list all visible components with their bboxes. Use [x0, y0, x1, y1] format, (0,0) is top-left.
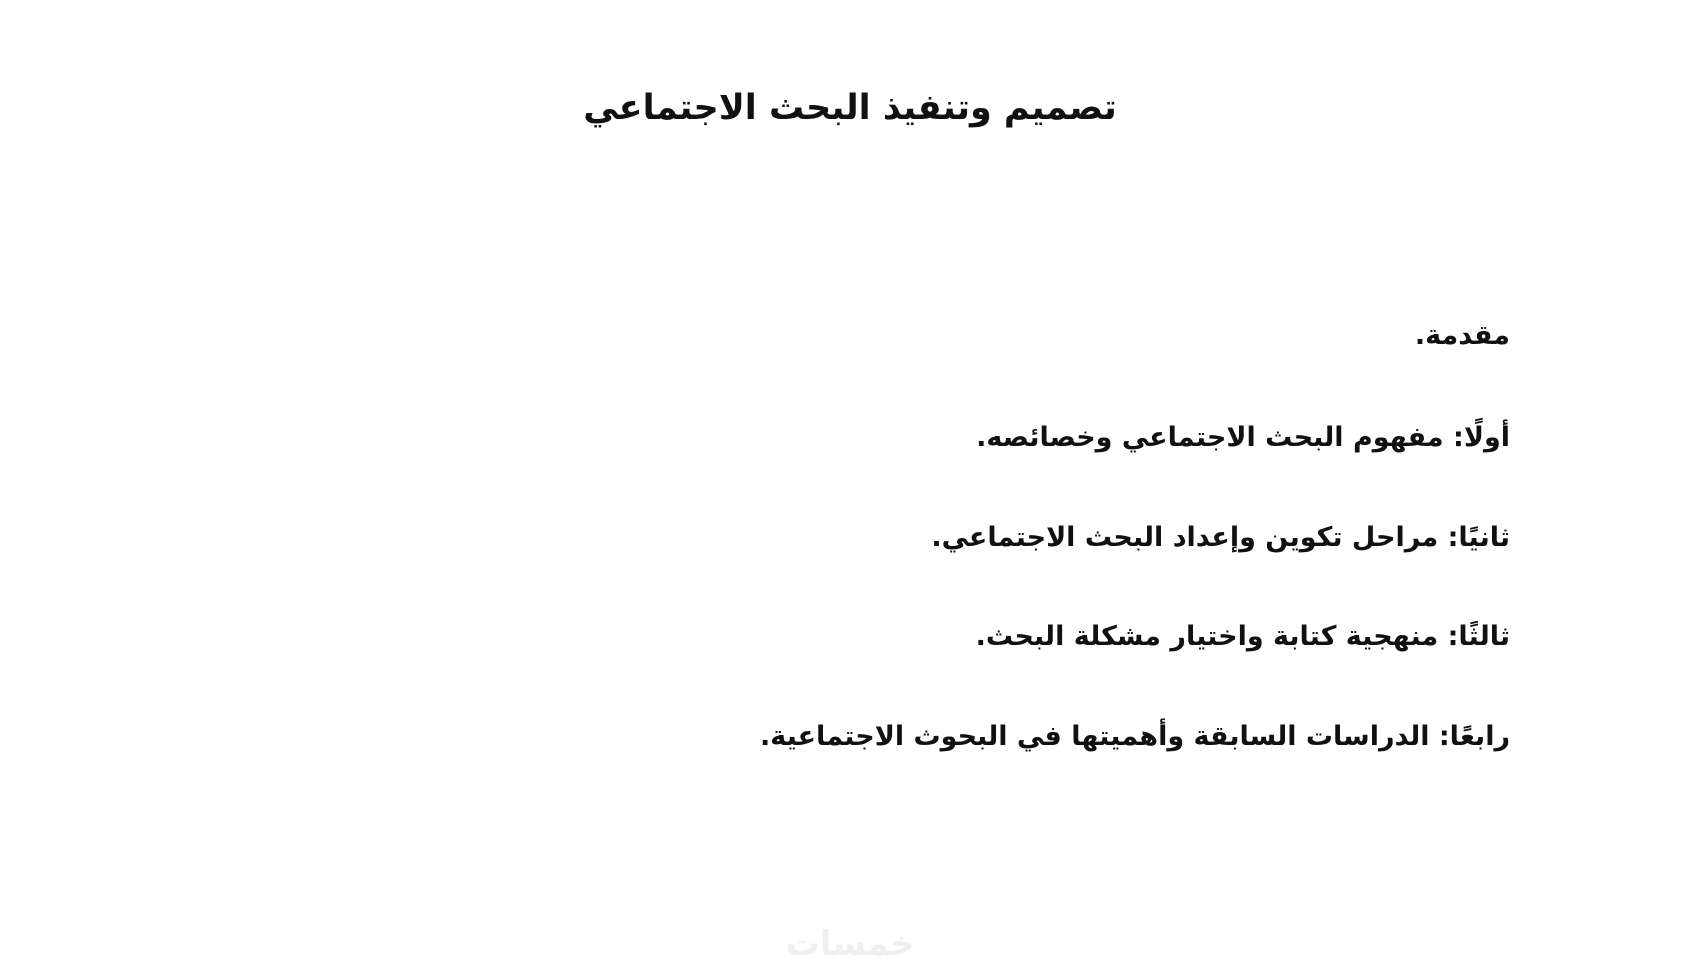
toc-item-third: ثالثًا: منهجية كتابة واختيار مشكلة البحث. [975, 621, 1510, 653]
toc-item-fourth: رابعًا: الدراسات السابقة وأهميتها في البحوث الاجتماعية. [759, 720, 1510, 752]
toc-item-second: ثانيًا: مراحل تكوين وإعداد البحث الاجتماعي. [931, 521, 1510, 553]
watermark-text: خمسات [785, 924, 915, 964]
toc-item-first: أولًا: مفهوم البحث الاجتماعي وخصائصه. [976, 422, 1510, 454]
page-title: تصميم وتنفيذ البحث الاجتماعي [583, 88, 1117, 128]
table-of-contents [380, 318, 1510, 755]
toc-item-introduction: مقدمة. [1414, 320, 1510, 351]
